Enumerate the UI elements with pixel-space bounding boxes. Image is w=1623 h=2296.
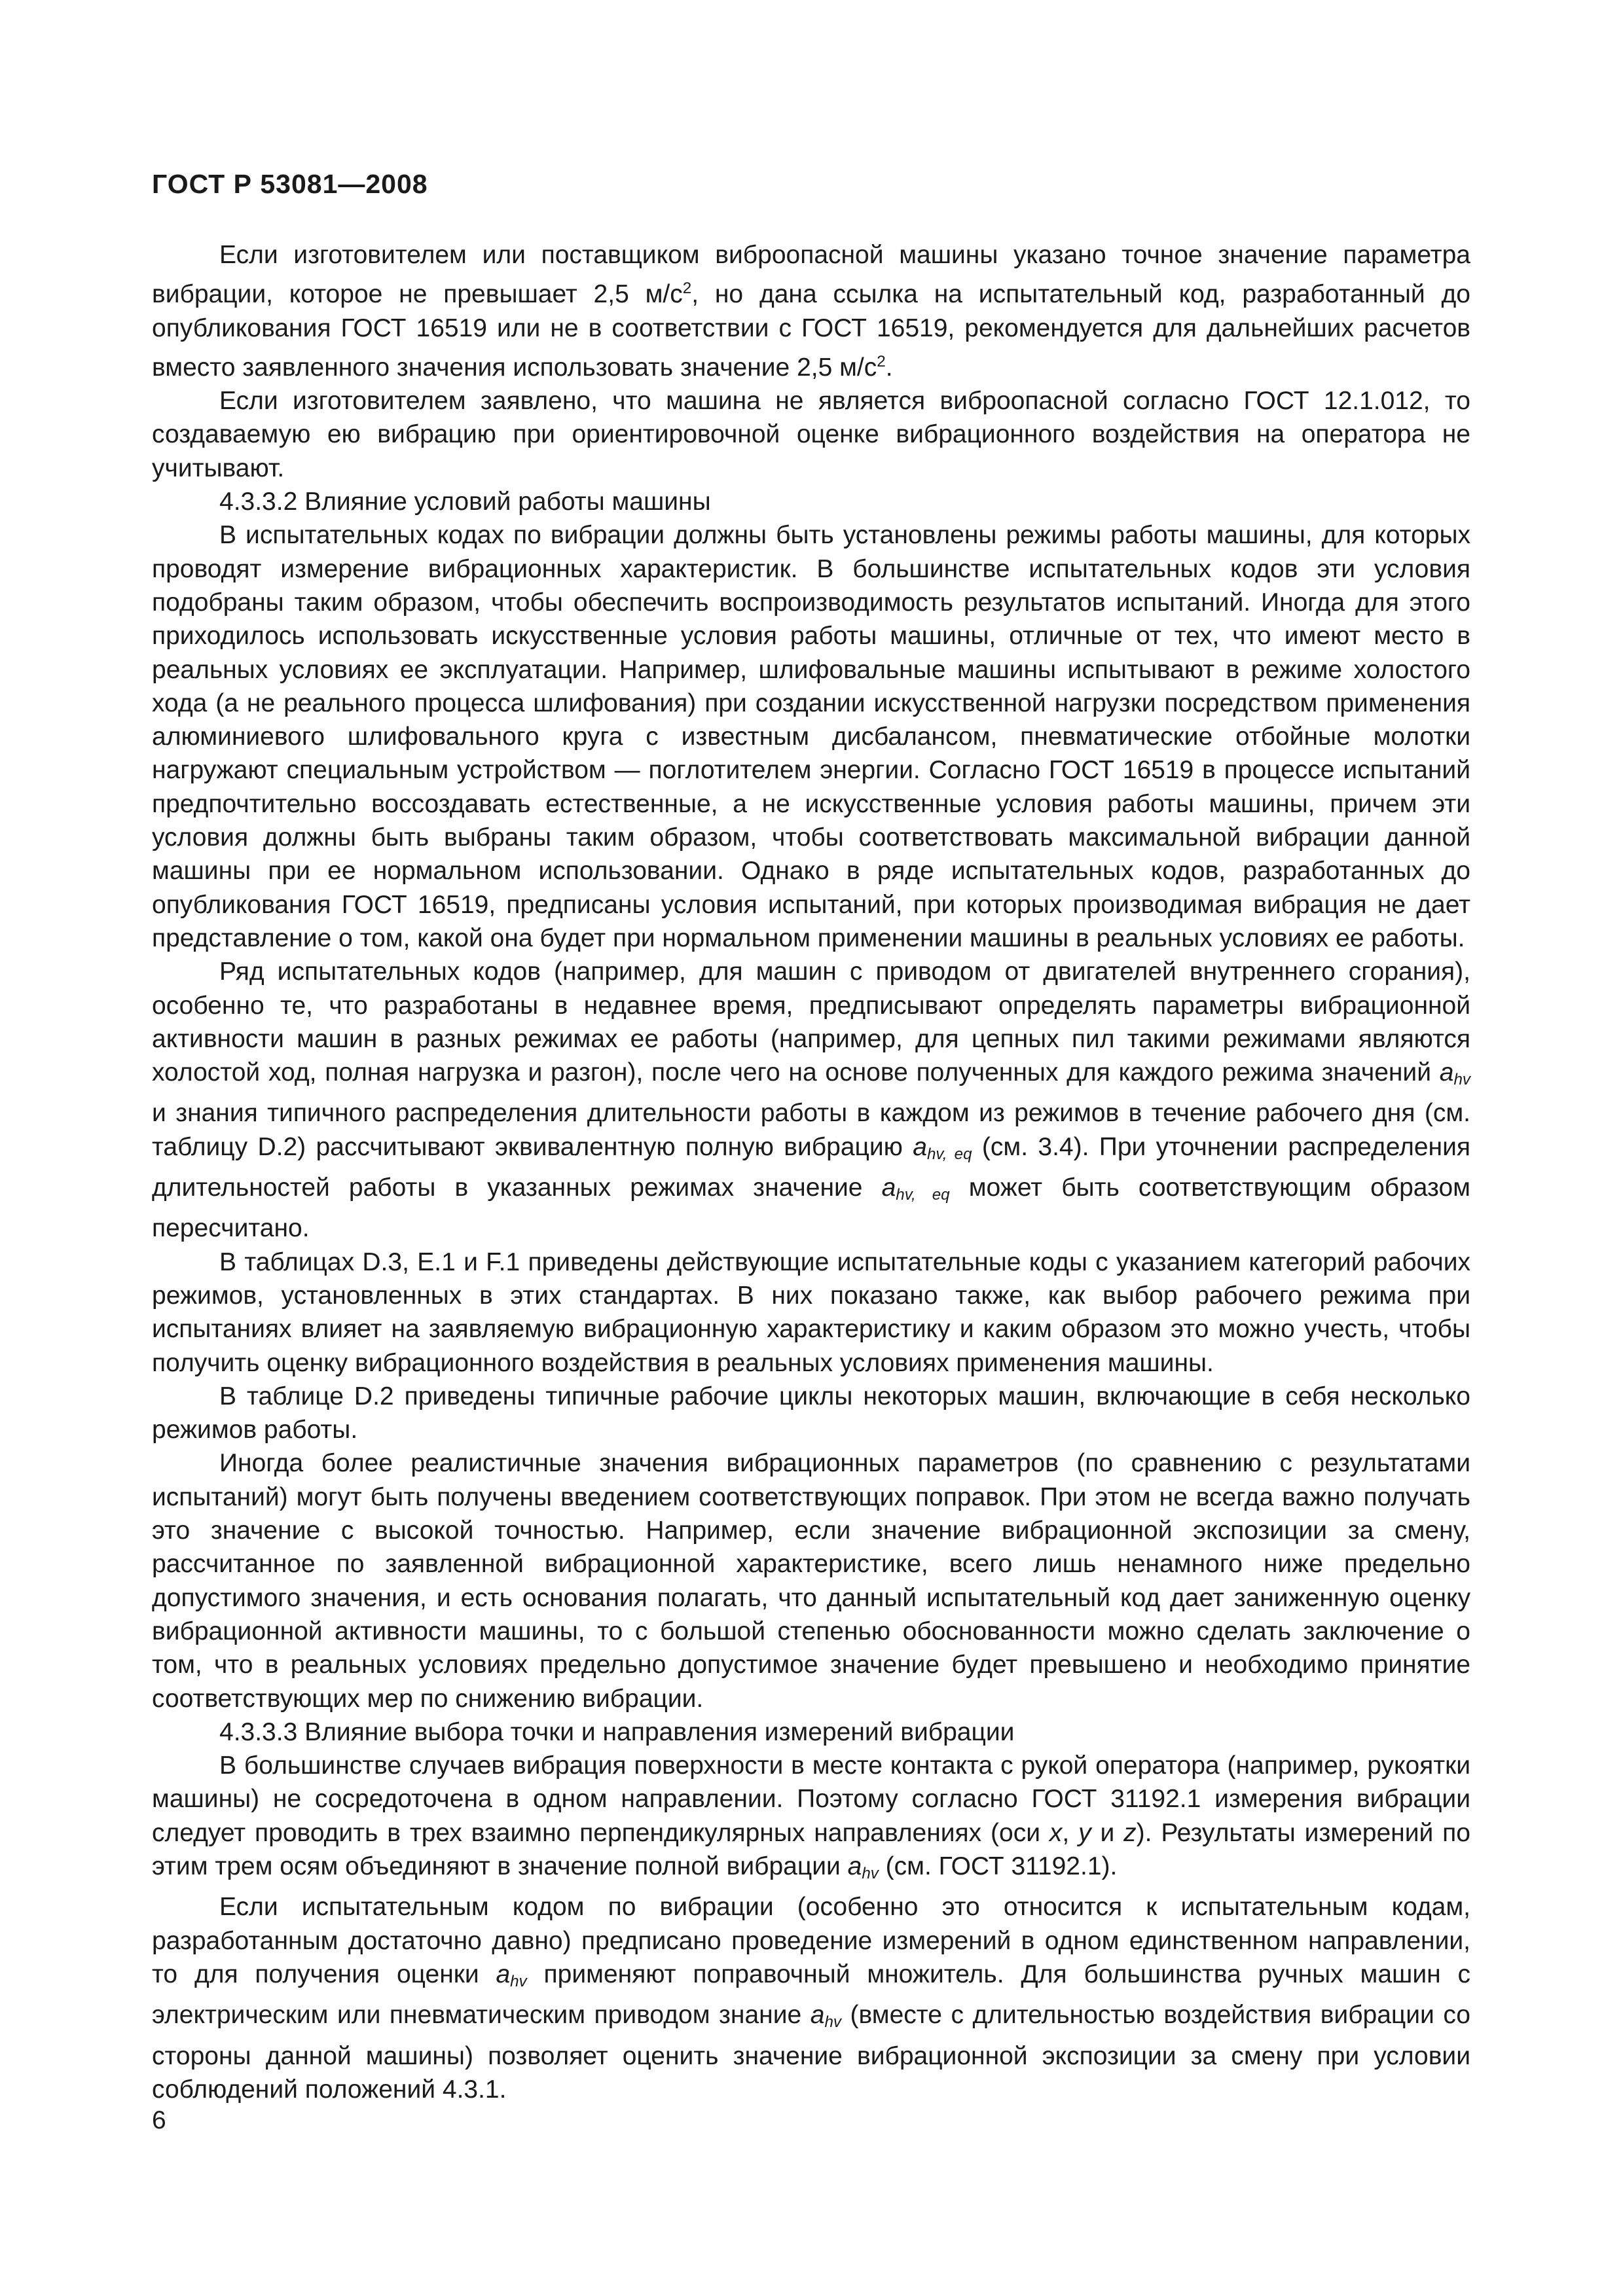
page-number: 6 bbox=[152, 2106, 166, 2134]
paragraph-5: В таблицах D.3, E.1 и F.1 приведены действующие испытательные коды с указанием категорий рабочих режимов, установленных в этих стандартах. В них показано также, как выбор рабочего режима при испытаниях влияет на заявляемую вибрационную характеристику и каким образом это можно учесть, чтобы получить оценку вибрационного воздействия в реальных условиях применения машины. bbox=[152, 1247, 1470, 1377]
section-heading-4-3-3-2: 4.3.3.2 Влияние условий работы машины bbox=[219, 488, 711, 516]
paragraph-8: В большинстве случаев вибрация поверхности в месте контакта с рукой оператора (например, рукоятки машины) не сосредоточена в одном направлении. Поэтому согласно ГОСТ 31192.1 измерения вибрации следует проводить в трех взаимно перпендикулярных направлениях (оси x, y и z). Результаты измерений по этим трем осям объединяют в значение полной вибрации $a_{hv}$ (см. ГОСТ 31192.1). bbox=[152, 1751, 1470, 1883]
paragraph-9: Если испытательным кодом по вибрации (особенно это относится к испытательным кодам, разработанным достаточно давно) предписано проведение измерений в одном единственном направлении, то для получения оценки $a_{hv}$ применяют поправочный множитель. Для большинства ручных машин с электрическим или пневматическим приводом знание $a_{hv}$ (вместе с длительностью воздействия вибрации со стороны данной машины) позволяет оценить значение вибрационной экспозиции за смену при условии соблюдений положений 4.3.1. bbox=[152, 1893, 1471, 2104]
paragraph-7: Иногда более реалистичные значения вибрационных параметров (по сравнению с результатами испытаний) могут быть получены введением соответствующих поправок. При этом не всегда важно получать это значение с высокой точностью. Например, если значение вибрационной экспозиции за смену, рассчитанное по заявленной вибрационной характеристике, всего лишь ненамного ниже предельно допустимого значения, и есть основания полагать, что данный испытательный код дает заниженную оценку вибрационной активности машины, то с большой степенью обоснованности можно сделать заключение о том, что в реальных условиях предельно допустимое значение будет превышено и необходимо принятие соответствующих мер по снижению вибрации. bbox=[152, 1449, 1470, 1713]
paragraph-4: Ряд испытательных кодов (например, для машин с приводом от двигателей внутреннего сгорания), особенно те, что разработаны в недавнее время, предписывают определять параметры вибрационной активности машин в разных режимах ее работы (например, для цепных пил такими режимами являются холостой ход, полная нагрузка и разгон), после чего на основе полученных для каждого режима значений $a_{hv}$ и знания типичного распределения длительности работы в каждом из режимов в течение рабочего дня (см. таблицу D.2) рассчитывают эквивалентную полную вибрацию $a_{hv, eq}$ (см. 3.4). При уточнении распределения длительностей работы в указанных режимах значение $a_{hv, eq}$ может быть соответствующим образом пересчитано. bbox=[152, 958, 1470, 1243]
paragraph-3: В испытательных кодах по вибрации должны быть установлены режимы работы машины, для которых проводят измерение вибрационных характеристик. В большинстве испытательных кодов эти условия подобраны таким образом, чтобы обеспечить воспроизводимость результатов испытаний. Иногда для этого приходилось использовать искусственные условия работы машины, отличные от тех, что имеют место в реальных условиях ее эксплуатации. Например, шлифовальные машины испытывают в режиме холостого хода (а не реального процесса шлифования) при создании искусственной нагрузки посредством применения алюминиевого шлифовального круга с известным дисбалансом, пневматические отбойные молотки нагружают специальным устройством — поглотителем энергии. Согласно ГОСТ 16519 в процессе испытаний предпочтительно воссоздавать естественные, а не искусственные условия работы машины, причем эти условия должны быть выбраны таким образом, чтобы соответствовать максимальной вибрации данной машины при ее нормальном использовании. Однако в ряде испытательных кодов, разработанных до опубликования ГОСТ 16519, предписаны условия испытаний, при которых производимая вибрация не дает представление о том, какой она будет при нормальном применении машины в реальных условиях ее работы. bbox=[152, 521, 1470, 952]
paragraph-6: В таблице D.2 приведены типичные рабочие циклы некоторых машин, включающие в себя несколько режимов работы. bbox=[152, 1382, 1470, 1444]
document-header-code: ГОСТ Р 53081—2008 bbox=[152, 169, 428, 199]
section-heading-4-3-3-3: 4.3.3.3 Влияние выбора точки и направления измерений вибрации bbox=[219, 1717, 1015, 1746]
paragraph-1: Если изготовителем или поставщиком виброопасной машины указано точное значение параметра вибрации, которое не превышает 2,5 $м/с^2$, но дана ссылка на испытательный код, разработанный до опубликования ГОСТ 16519 или не в соответствии с ГОСТ 16519, рекомендуется для дальнейших расчетов вместо заявленного значения использовать значение 2,5 $м/с^2$. bbox=[152, 241, 1470, 382]
document-body bbox=[152, 238, 1470, 2106]
paragraph-2: Если изготовителем заявлено, что машина не является виброопасной согласно ГОСТ 12.1.012, то создаваемую ею вибрацию при ориентировочной оценке вибрационного воздействия на оператора не учитывают. bbox=[152, 387, 1470, 482]
